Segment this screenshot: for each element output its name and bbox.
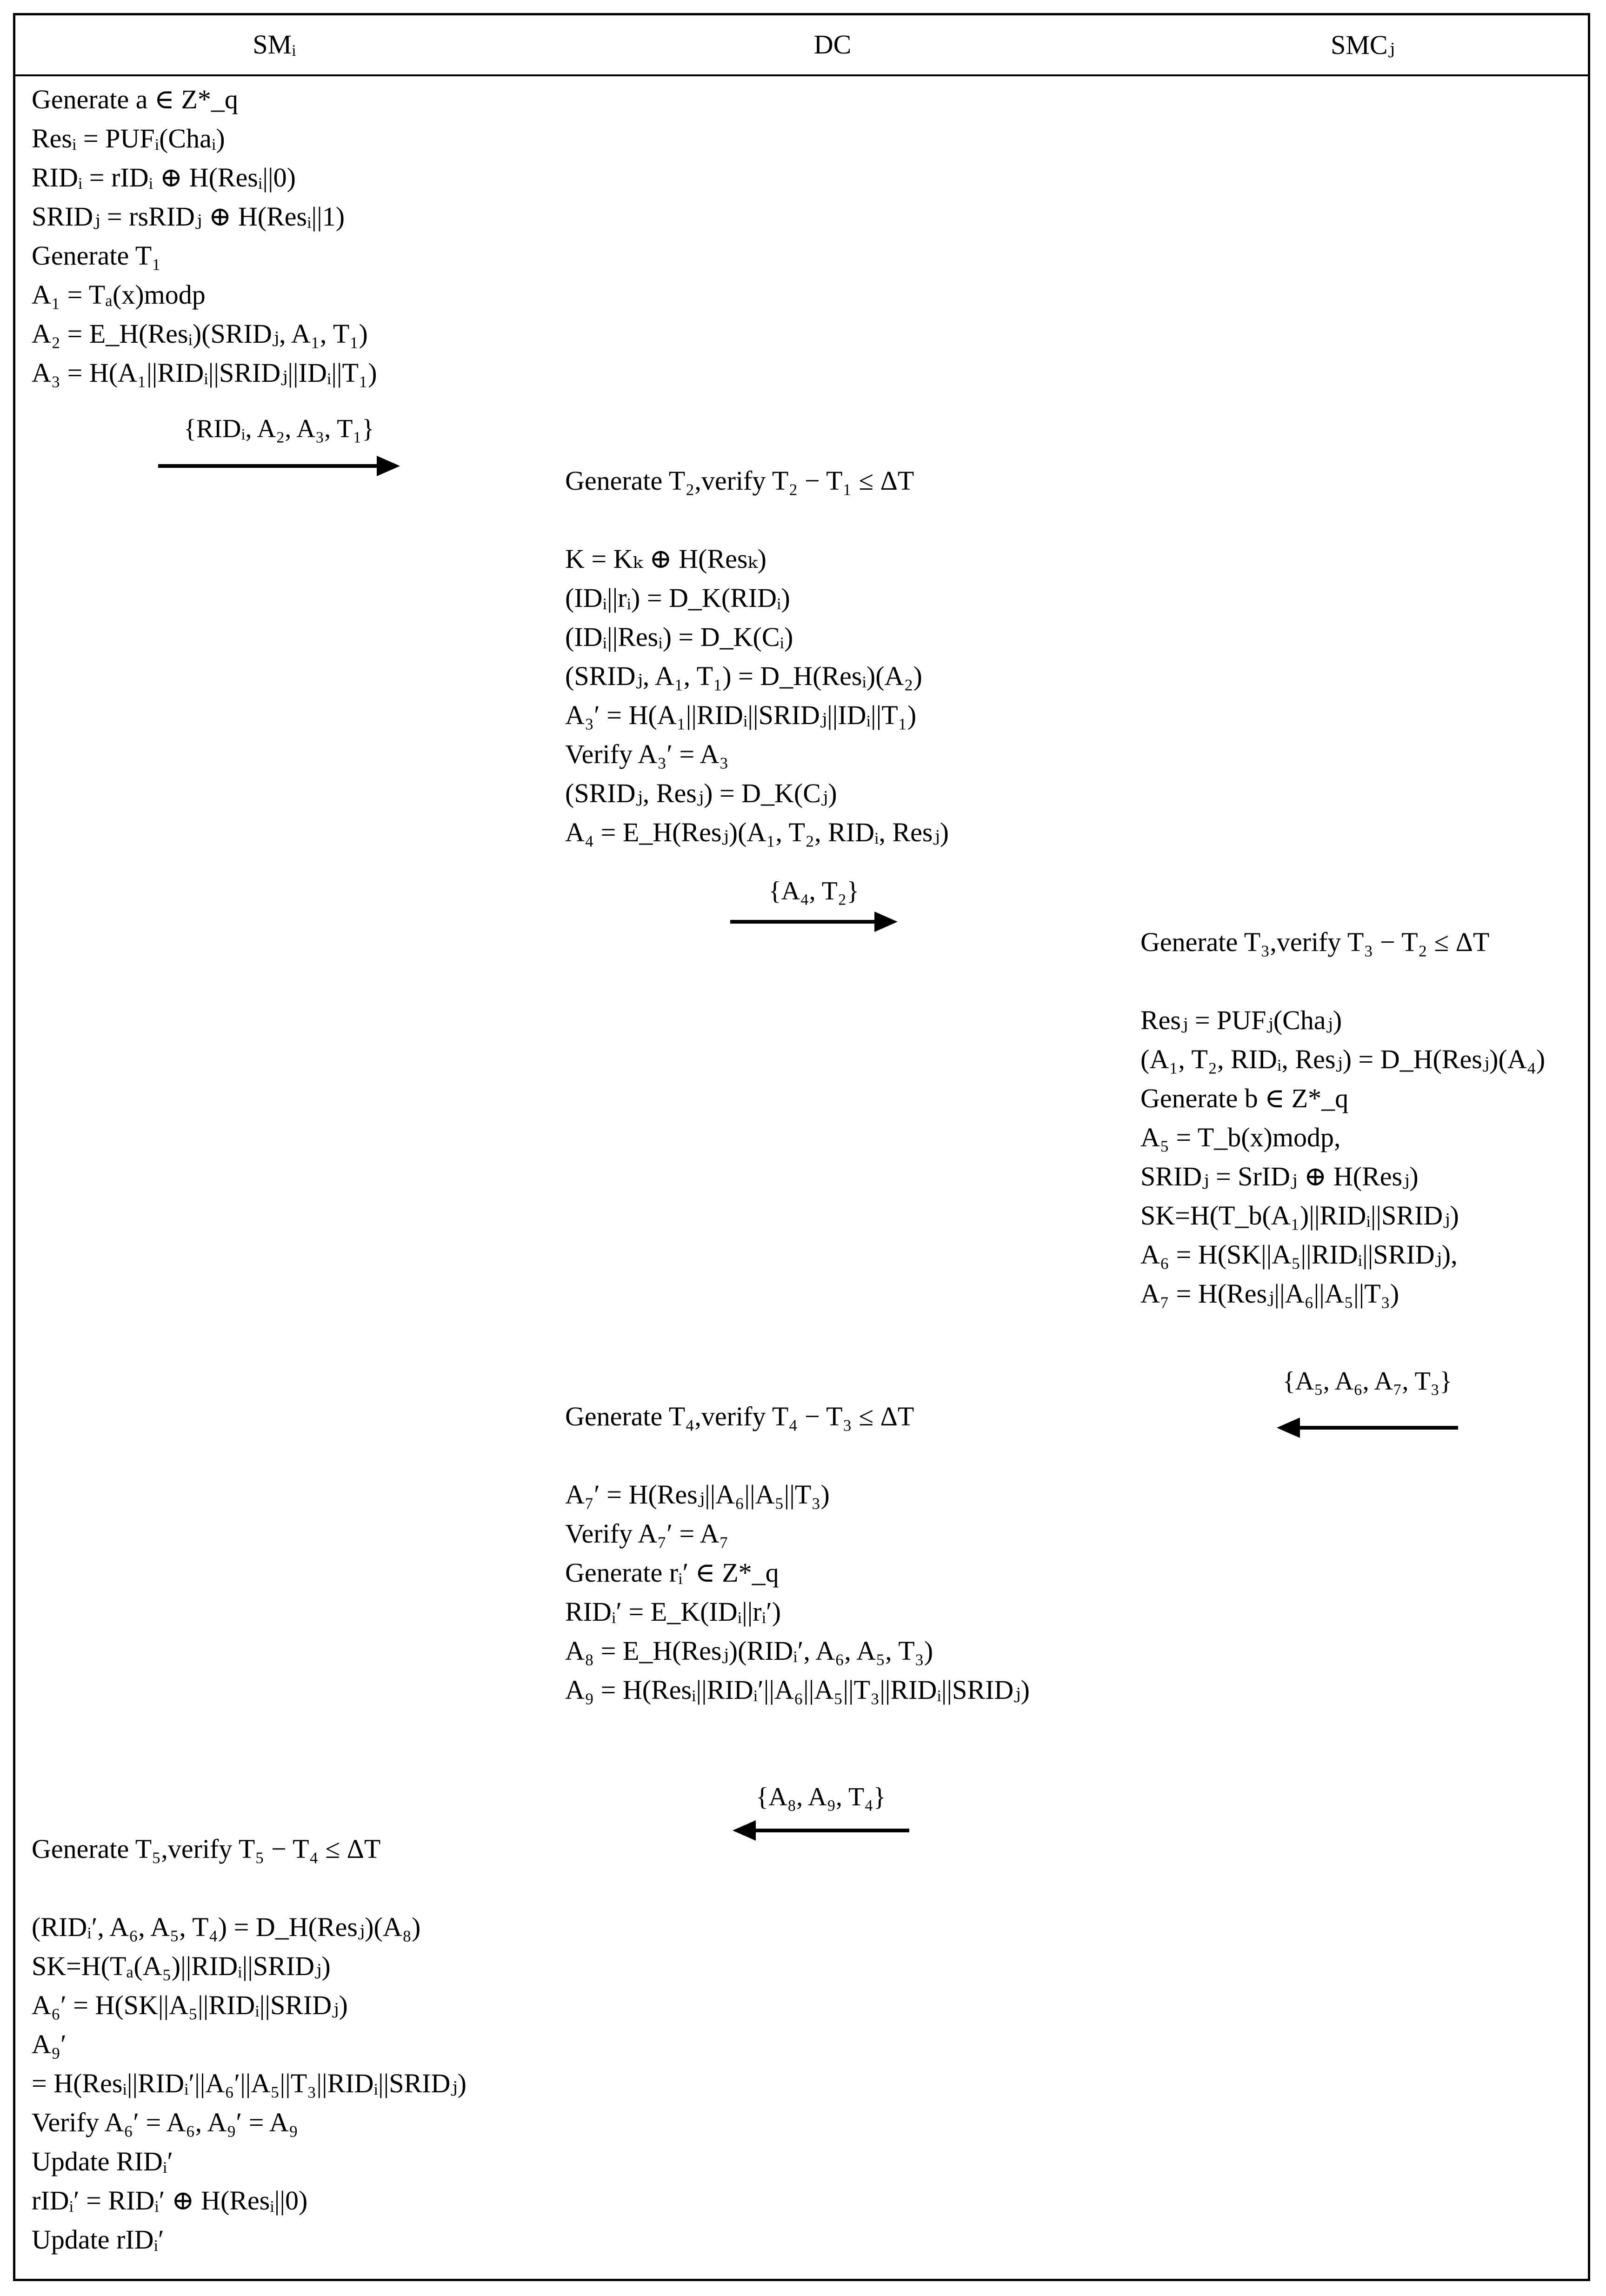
dc-step1-line: A₃′ = H(A₁||RIDᵢ||SRIDⱼ||IDᵢ||T₁) [565, 700, 917, 730]
sm-step2-block [32, 1830, 466, 2259]
arrow-right-icon [158, 452, 400, 480]
dc-step1-line: A₄ = E_H(Resⱼ)(A₁, T₂, RIDᵢ, Resⱼ) [565, 817, 949, 847]
smc-title: Generate T₃,verify T₃ − T₂ ≤ ΔT [1140, 927, 1490, 957]
dc-step1-line: Verify A₃′ = A₃ [565, 739, 729, 769]
dc-step1-block [565, 461, 949, 852]
smc-line: A₅ = T_b(x)modp, [1140, 1122, 1341, 1152]
sm-step1-line: A₁ = Tₐ(x)modp [32, 280, 206, 310]
sm-step2-title: Generate T₅,verify T₅ − T₄ ≤ ΔT [32, 1834, 381, 1864]
message-2 [730, 872, 898, 910]
dc-step1-line: (SRIDⱼ, Resⱼ) = D_K(Cⱼ) [565, 778, 837, 808]
sm-step2-line: = H(Resᵢ||RIDᵢ′||A₆′||A₅||T₃||RIDᵢ||SRIDⱼ) [32, 2068, 466, 2098]
sm-step2-line: rIDᵢ′ = RIDᵢ′ ⊕ H(Resᵢ||0) [32, 2185, 308, 2216]
sm-step1-line: Generate a ∈ Z*_q [32, 84, 238, 114]
header-divider [13, 74, 1590, 76]
header-sm: SMᵢ [253, 29, 296, 60]
message-1 [158, 410, 400, 447]
smc-line: SRIDⱼ = SrIDⱼ ⊕ H(Resⱼ) [1140, 1161, 1419, 1191]
message-4-label: {A₈, A₉, T₄} [756, 1783, 886, 1811]
sm-step1-line: Generate T₁ [32, 240, 161, 271]
smc-line: (A₁, T₂, RIDᵢ, Resⱼ) = D_H(Resⱼ)(A₄) [1140, 1044, 1546, 1074]
dc-step1-line: K = Kₖ ⊕ H(Resₖ) [565, 544, 766, 574]
sm-step1-block [32, 80, 377, 393]
smc-line: Generate b ∈ Z*_q [1140, 1083, 1349, 1113]
sm-step2-line: (RIDᵢ′, A₆, A₅, T₄) = D_H(Resⱼ)(A₈) [32, 1912, 421, 1942]
arrow-right-icon [730, 908, 898, 936]
dc-step1-line: (IDᵢ||Resᵢ) = D_K(Cᵢ) [565, 622, 793, 652]
dc-step2-line: A₇′ = H(Resⱼ||A₆||A₅||T₃) [565, 1479, 830, 1510]
dc-step2-title: Generate T₄,verify T₄ − T₃ ≤ ΔT [565, 1401, 914, 1431]
dc-step1-line: (SRIDⱼ, A₁, T₁) = D_H(Resᵢ)(A₂) [565, 661, 922, 691]
sm-step1-line: Resᵢ = PUFᵢ(Chaᵢ) [32, 123, 225, 153]
sm-step1-line: RIDᵢ = rIDᵢ ⊕ H(Resᵢ||0) [32, 162, 296, 193]
header-smc: SMCⱼ [1331, 30, 1395, 60]
sm-step1-line: SRIDⱼ = rsRIDⱼ ⊕ H(Resᵢ||1) [32, 201, 345, 232]
dc-step2-line: RIDᵢ′ = E_K(IDᵢ||rᵢ′) [565, 1597, 781, 1627]
dc-step2-line: Verify A₇′ = A₇ [565, 1518, 729, 1549]
dc-step2-line: A₈ = E_H(Resⱼ)(RIDᵢ′, A₆, A₅, T₃) [565, 1636, 933, 1666]
sm-step2-line: SK=H(Tₐ(A₅)||RIDᵢ||SRIDⱼ) [32, 1951, 331, 1981]
dc-step1-title: Generate T₂,verify T₂ − T₁ ≤ ΔT [565, 466, 914, 496]
message-2-label: {A₄, T₂} [768, 877, 860, 905]
message-3-label: {A₅, A₆, A₇, T₃} [1282, 1367, 1453, 1396]
sm-step1-line: A₃ = H(A₁||RIDᵢ||SRIDⱼ||IDᵢ||T₁) [32, 358, 377, 388]
message-3 [1274, 1363, 1460, 1400]
message-4 [733, 1778, 909, 1816]
sm-step1-line: A₂ = E_H(Resᵢ)(SRIDⱼ, A₁, T₁) [32, 319, 368, 349]
dc-step2-line: Generate rᵢ′ ∈ Z*_q [565, 1557, 779, 1588]
smc-line: A₆ = H(SK||A₅||RIDᵢ||SRIDⱼ), [1140, 1239, 1458, 1270]
sm-step2-line: Verify A₆′ = A₆, A₉′ = A₉ [32, 2107, 298, 2137]
arrow-left-icon [733, 1817, 909, 1844]
arrow-left-icon [1277, 1414, 1458, 1442]
sm-step2-line: A₉′ [32, 2029, 67, 2059]
smc-block [1140, 923, 1545, 1313]
sm-step2-line: Update RIDᵢ′ [32, 2146, 173, 2176]
dc-step2-block [565, 1397, 1030, 1710]
sm-step2-line: A₆′ = H(SK||A₅||RIDᵢ||SRIDⱼ) [32, 1990, 348, 2020]
dc-step2-line: A₉ = H(Resᵢ||RIDᵢ′||A₆||A₅||T₃||RIDᵢ||SRIDⱼ) [565, 1675, 1030, 1705]
message-1-label: {RIDᵢ, A₂, A₃, T₁} [184, 414, 374, 443]
smc-line: SK=H(T_b(A₁)||RIDᵢ||SRIDⱼ) [1140, 1200, 1459, 1231]
smc-line: A₇ = H(Resⱼ||A₆||A₅||T₃) [1140, 1278, 1399, 1309]
dc-step1-line: (IDᵢ||rᵢ) = D_K(RIDᵢ) [565, 583, 790, 613]
header-dc: DC [813, 29, 852, 60]
sm-step2-line: Update rIDᵢ′ [32, 2224, 164, 2255]
smc-line: Resⱼ = PUFⱼ(Chaⱼ) [1140, 1005, 1342, 1035]
